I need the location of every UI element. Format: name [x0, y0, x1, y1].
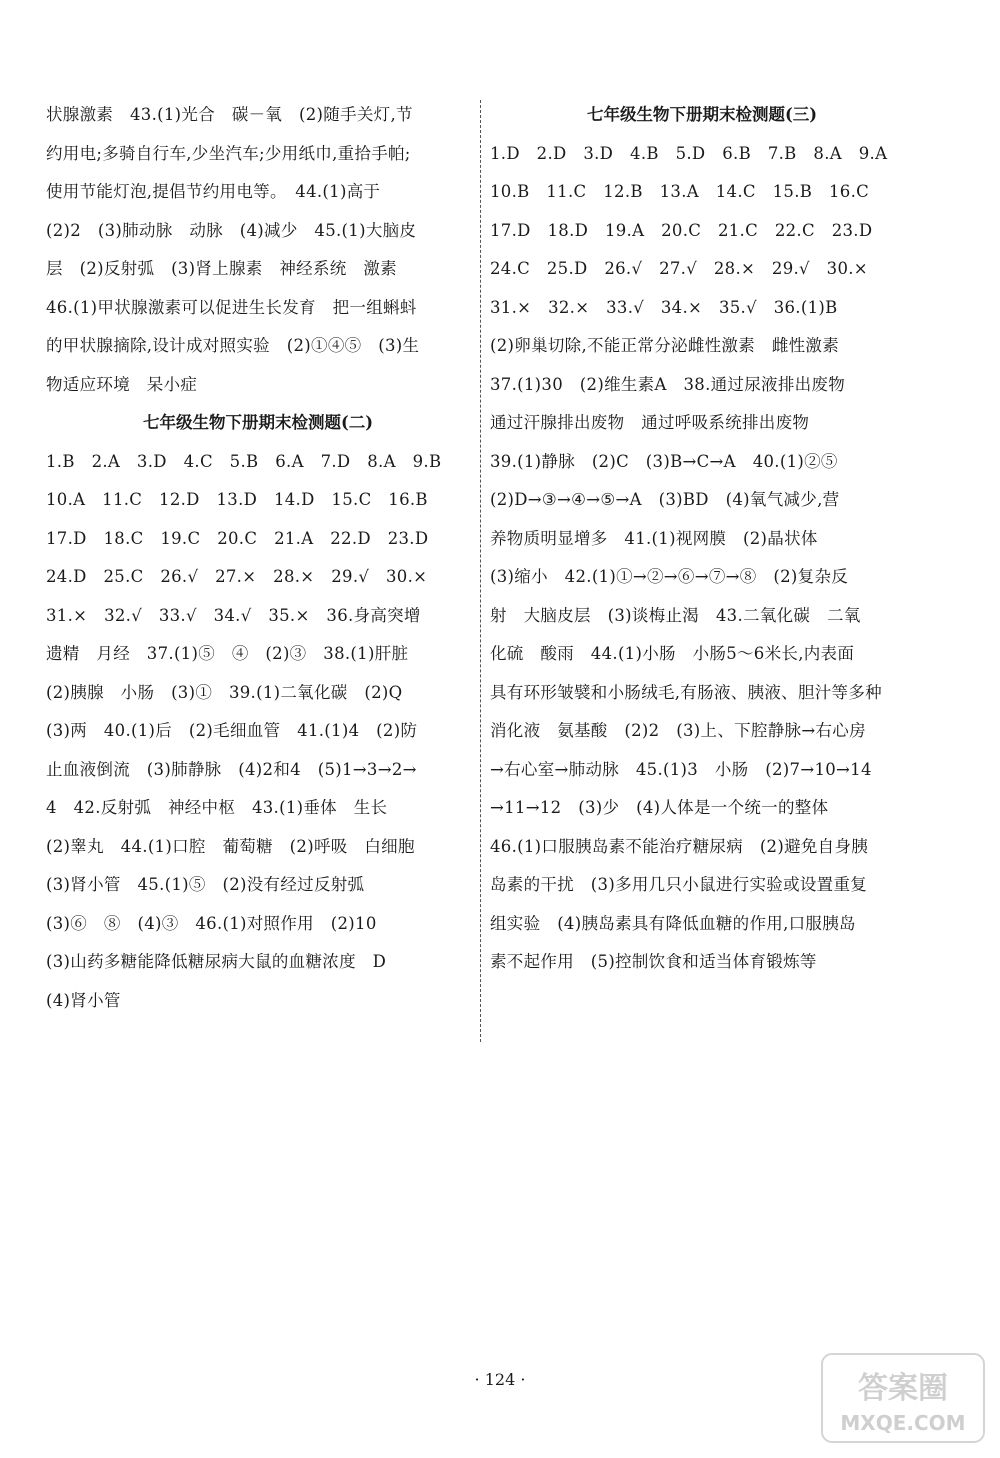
- section-title: 七年级生物下册期末检测题(二): [142, 413, 374, 432]
- answer-line: 状腺激素 43.(1)光合 碳－氧 (2)随手关灯,节: [46, 105, 413, 124]
- answer-line: (2)胰腺 小肠 (3)① 39.(1)二氧化碳 (2)Q: [46, 682, 403, 702]
- answer-line: (2)2 (3)肺动脉 动脉 (4)减少 45.(1)大脑皮: [46, 220, 417, 240]
- answer-line: 10.A 11.C 12.D 13.D 14.D 15.C 16.B: [46, 490, 428, 509]
- watermark-site-text: MXQE.COM: [840, 1411, 966, 1435]
- answer-line: (2)卵巢切除,不能正常分泌雌性激素 雌性激素: [490, 336, 840, 355]
- answer-line: 1.B 2.A 3.D 4.C 5.B 6.A 7.D 8.A 9.B: [46, 451, 442, 471]
- answer-line: 养物质明显增多 41.(1)视网膜 (2)晶状体: [490, 528, 818, 548]
- answer-line: (3)两 40.(1)后 (2)毛细血管 41.(1)4 (2)防: [46, 721, 418, 740]
- answer-line: 的甲状腺摘除,设计成对照实验 (2)①④⑤ (3)生: [46, 336, 420, 355]
- answer-line: 具有环形皱襞和小肠绒毛,有肠液、胰液、胆汁等多种: [490, 682, 882, 702]
- answer-line: 10.B 11.C 12.B 13.A 14.C 15.B 16.C: [490, 182, 870, 201]
- answer-line: 约用电;多骑自行车,少坐汽车;少用纸巾,重拾手帕;: [46, 143, 411, 163]
- answer-line: 遗精 月经 37.(1)⑤ ④ (2)③ 38.(1)肝脏: [46, 644, 409, 663]
- watermark-logo-text: 答案圈: [858, 1371, 948, 1406]
- answer-line: 物适应环境 呆小症: [46, 374, 198, 394]
- answer-line: 岛素的干扰 (3)多用几只小鼠进行实验或设置重复: [490, 875, 868, 894]
- answer-line: (4)肾小管: [46, 990, 121, 1010]
- answer-line: (3)肾小管 45.(1)⑤ (2)没有经过反射弧: [46, 875, 365, 894]
- answer-line: 46.(1)甲状腺激素可以促进生长发育 把一组蝌蚪: [46, 297, 417, 317]
- answer-line: 39.(1)静脉 (2)C (3)B→C→A 40.(1)②⑤: [490, 451, 838, 471]
- answer-line: 31.× 32.√ 33.√ 34.√ 35.× 36.身高突增: [46, 605, 421, 625]
- answer-line: 17.D 18.C 19.C 20.C 21.A 22.D 23.D: [46, 528, 429, 548]
- answer-line: 射 大脑皮层 (3)谈梅止渴 43.二氧化碳 二氧: [490, 605, 861, 625]
- answer-line: 使用节能灯泡,提倡节约用电等。 44.(1)高于: [46, 182, 381, 201]
- answer-line: →11→12 (3)少 (4)人体是一个统一的整体: [490, 798, 829, 817]
- answer-line: 止血液倒流 (3)肺静脉 (4)2和4 (5)1→3→2→: [46, 759, 417, 779]
- answer-line: 4 42.反射弧 神经中枢 43.(1)垂体 生长: [46, 798, 388, 817]
- answer-line: 17.D 18.D 19.A 20.C 21.C 22.C 23.D: [490, 220, 873, 240]
- answer-line: (2)D→③→④→⑤→A (3)BD (4)氧气减少,营: [490, 490, 840, 509]
- watermark-logo-icon: [818, 1348, 988, 1448]
- answer-line: 46.(1)口服胰岛素不能治疗糖尿病 (2)避免自身胰: [490, 836, 869, 856]
- answer-line: 24.C 25.D 26.√ 27.√ 28.× 29.√ 30.×: [490, 259, 868, 278]
- right-column: [490, 96, 914, 982]
- answer-line: 31.× 32.× 33.√ 34.× 35.√ 36.(1)B: [490, 297, 838, 317]
- column-divider: [480, 100, 481, 1042]
- answer-line: 37.(1)30 (2)维生素A 38.通过尿液排出废物: [490, 374, 846, 394]
- answer-line: 消化液 氨基酸 (2)2 (3)上、下腔静脉→右心房: [490, 721, 866, 740]
- answer-line: 1.D 2.D 3.D 4.B 5.D 6.B 7.B 8.A 9.A: [490, 143, 888, 163]
- answer-line: 组实验 (4)胰岛素具有降低血糖的作用,口服胰岛: [490, 913, 856, 933]
- answer-line: 层 (2)反射弧 (3)肾上腺素 神经系统 激素: [46, 259, 397, 278]
- answer-line: (3)⑥ ⑧ (4)③ 46.(1)对照作用 (2)10: [46, 913, 377, 933]
- answer-line: (2)睾丸 44.(1)口腔 葡萄糖 (2)呼吸 白细胞: [46, 836, 415, 856]
- answer-line: (3)缩小 42.(1)①→②→⑥→⑦→⑧ (2)复杂反: [490, 567, 849, 586]
- answer-line: (3)山药多糖能降低糖尿病大鼠的血糖浓度 D: [46, 952, 387, 971]
- answer-line: →右心室→肺动脉 45.(1)3 小肠 (2)7→10→14: [490, 759, 872, 779]
- page-number: · 124 ·: [474, 1370, 526, 1389]
- answer-line: 化硫 酸雨 44.(1)小肠 小肠5～6米长,内表面: [490, 644, 855, 663]
- answer-line: 通过汗腺排出废物 通过呼吸系统排出废物: [490, 413, 810, 432]
- left-column: [46, 96, 470, 1020]
- answer-line: 24.D 25.C 26.√ 27.× 28.× 29.√ 30.×: [46, 567, 428, 586]
- answer-line: 素不起作用 (5)控制饮食和适当体育锻炼等: [490, 952, 817, 971]
- section-title: 七年级生物下册期末检测题(三): [586, 105, 818, 124]
